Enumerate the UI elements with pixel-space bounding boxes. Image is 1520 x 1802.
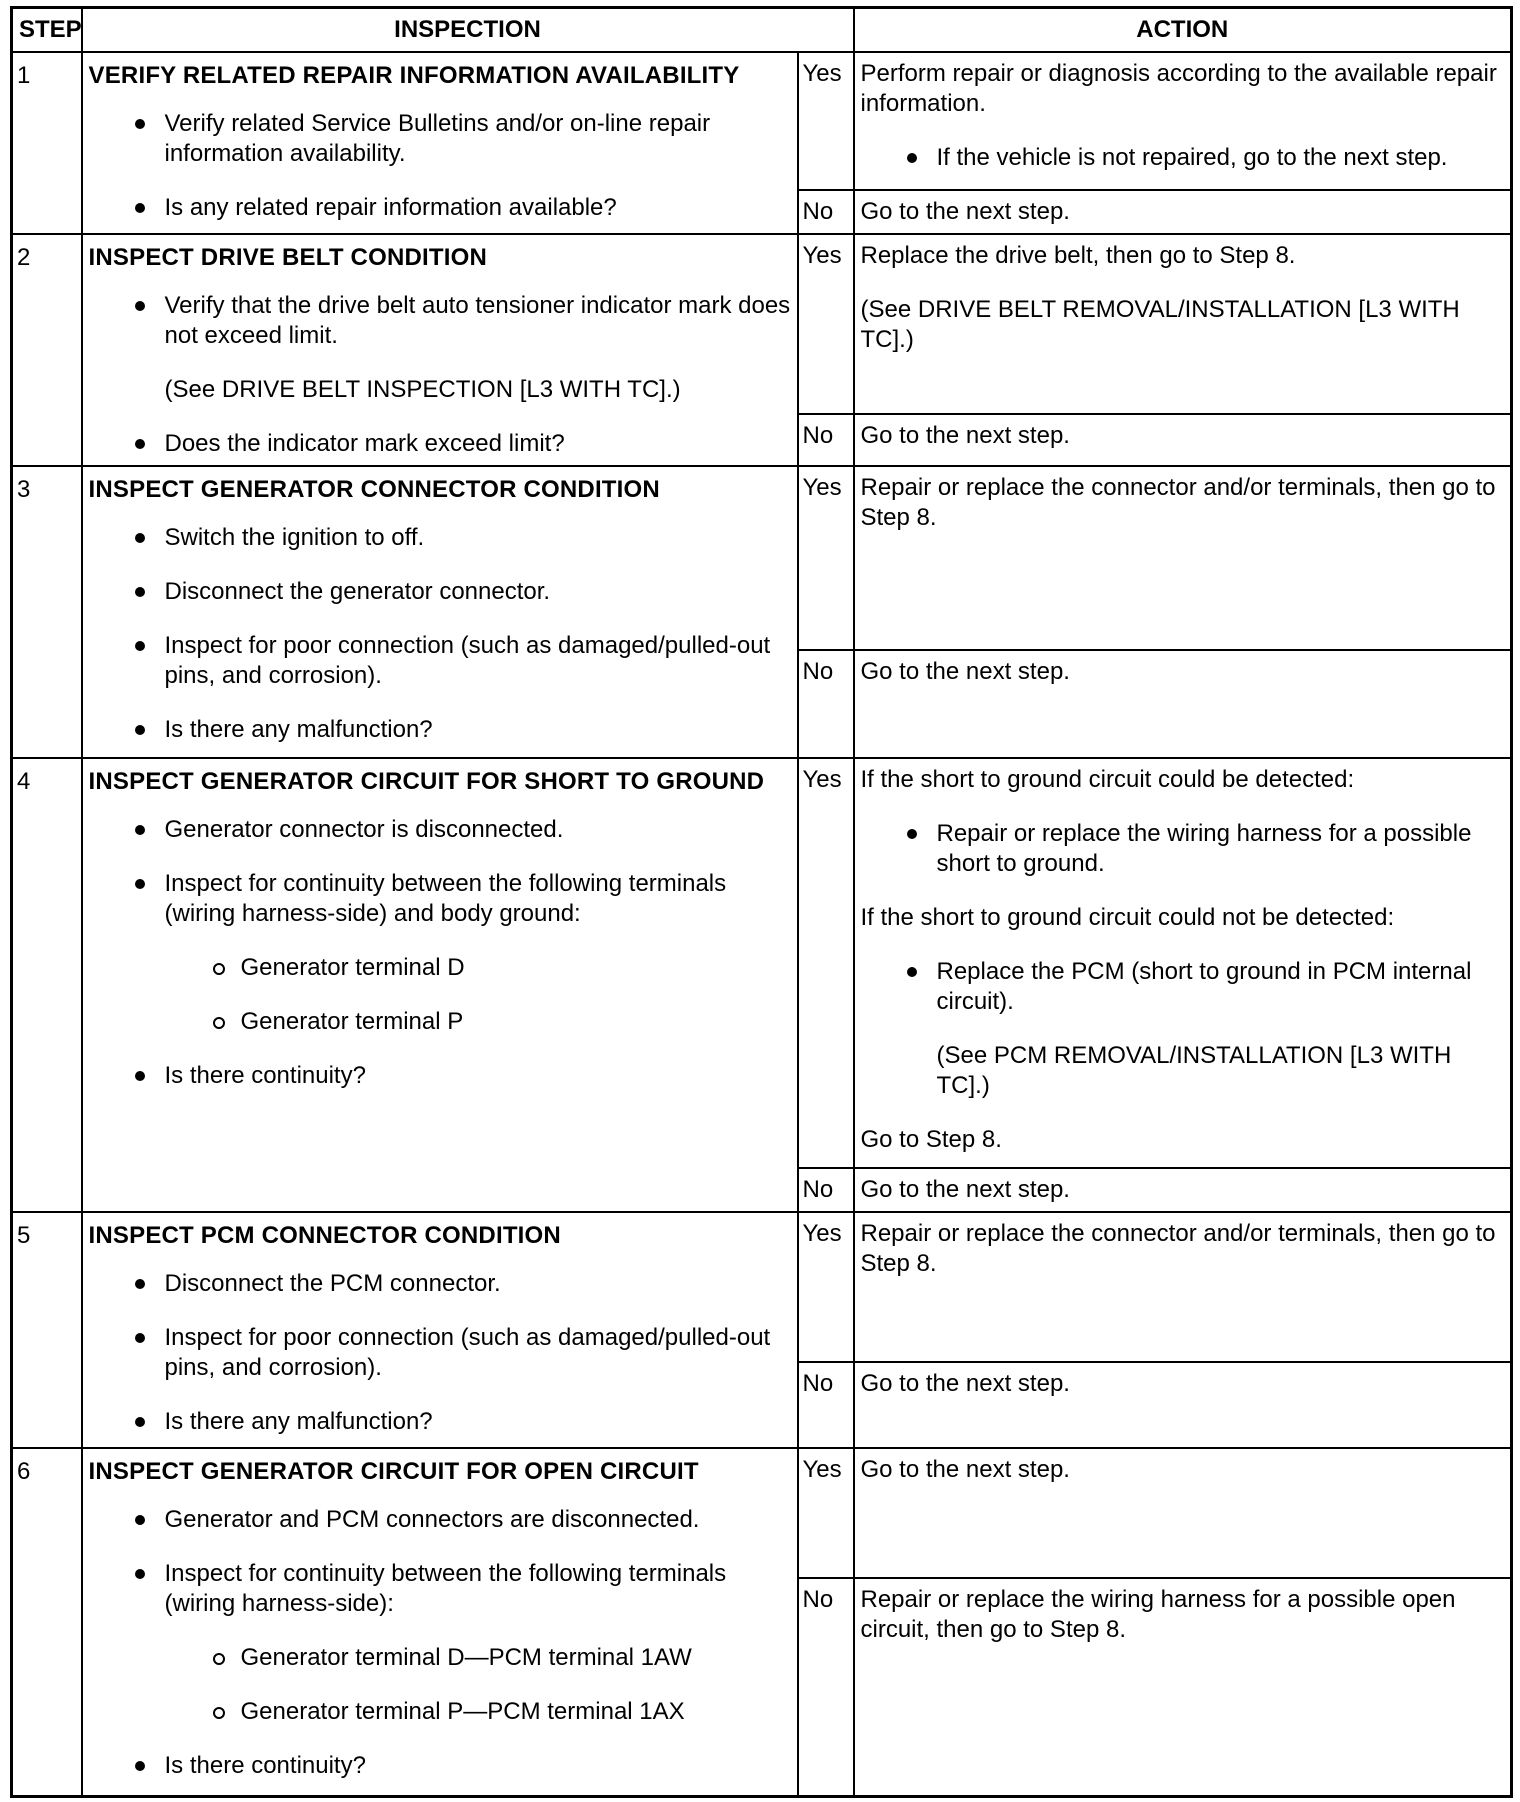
no-action: Go to the next step.: [854, 650, 1512, 758]
no-action: Go to the next step.: [854, 414, 1512, 466]
step-title: INSPECT PCM CONNECTOR CONDITION: [88, 1222, 561, 1250]
step-title: VERIFY RELATED REPAIR INFORMATION AVAILABILITY: [88, 62, 740, 89]
action-bullet: If the vehicle is not repaired, go to the next step.: [861, 143, 1505, 173]
action-text: If the short to ground circuit could be detected:: [860, 766, 1355, 794]
action-text: If the short to ground circuit could not be detected:: [860, 904, 1395, 932]
yes-action: Repair or replace the connector and/or terminals, then go to Step 8.: [854, 466, 1512, 650]
step-6-row: [12, 1448, 1512, 1578]
inspection-bullet: Generator and PCM connectors are disconnected.: [89, 1505, 791, 1535]
step-inspection: [82, 1212, 798, 1448]
inspection-bullet: Disconnect the generator connector.: [89, 577, 791, 607]
step-number: 6: [12, 1448, 82, 1796]
action-reference: (See DRIVE BELT REMOVAL/INSTALLATION [L3 WITH TC].): [860, 296, 1460, 354]
step-inspection: [82, 758, 798, 1212]
inspection-bullet: Inspect for continuity between the following terminals (wiring harness-side) and body ground:: [89, 869, 791, 929]
inspection-bullet: Verify that the drive belt auto tensioner indicator mark does not exceed limit.: [89, 291, 791, 351]
step-title: INSPECT GENERATOR CONNECTOR CONDITION: [88, 476, 660, 504]
inspection-bullet: Does the indicator mark exceed limit?: [89, 429, 791, 459]
inspection-reference: (See DRIVE BELT INSPECTION [L3 WITH TC].): [164, 376, 681, 404]
inspection-bullet: Inspect for continuity between the following terminals (wiring harness-side):: [89, 1559, 791, 1619]
header-row: [12, 8, 1512, 53]
inspection-bullet: Disconnect the PCM connector.: [89, 1269, 791, 1299]
step-number: 5: [12, 1212, 82, 1448]
inspection-bullet: Is there continuity?: [89, 1061, 791, 1091]
yes-action: Repair or replace the connector and/or terminals, then go to Step 8.: [854, 1212, 1512, 1362]
inspection-bullet: Generator connector is disconnected.: [89, 815, 791, 845]
step-inspection: [82, 234, 798, 466]
yes-label: Yes: [798, 466, 854, 650]
action-bullet: Repair or replace the wiring harness for a possible short to ground.: [861, 819, 1505, 879]
inspection-subitem: Generator terminal D: [89, 953, 791, 983]
inspection-subitem: Generator terminal D—PCM terminal 1AW: [89, 1643, 791, 1673]
yes-label: Yes: [798, 758, 854, 1168]
step-inspection: [82, 1448, 798, 1796]
no-label: No: [798, 650, 854, 758]
step-title: INSPECT DRIVE BELT CONDITION: [88, 244, 488, 272]
inspection-subitem: Generator terminal P—PCM terminal 1AX: [89, 1697, 791, 1727]
yes-action: [854, 52, 1512, 190]
inspection-bullet: Inspect for poor connection (such as damaged/pulled-out pins, and corrosion).: [89, 631, 791, 691]
header-action: ACTION: [854, 8, 1512, 53]
inspection-bullet: Inspect for poor connection (such as damaged/pulled-out pins, and corrosion).: [89, 1323, 791, 1383]
inspection-bullet: Is there any malfunction?: [89, 715, 791, 745]
action-text: Perform repair or diagnosis according to the available repair information.: [860, 60, 1497, 117]
no-label: No: [798, 414, 854, 466]
inspection-bullet: Is there continuity?: [89, 1751, 791, 1781]
diagnostic-table: [10, 6, 1513, 1798]
inspection-bullet: Is there any malfunction?: [89, 1407, 791, 1437]
yes-label: Yes: [798, 1212, 854, 1362]
action-bullet: Replace the PCM (short to ground in PCM internal circuit).: [861, 957, 1505, 1017]
step-inspection: [82, 52, 798, 234]
no-label: No: [798, 1578, 854, 1796]
no-label: No: [798, 190, 854, 234]
header-step: STEP: [12, 8, 82, 53]
step-number: 3: [12, 466, 82, 758]
yes-action: Go to the next step.: [854, 1448, 1512, 1578]
action-text: Go to Step 8.: [860, 1126, 1002, 1154]
step-number: 2: [12, 234, 82, 466]
inspection-bullet: Switch the ignition to off.: [89, 523, 791, 553]
step-2-row: [12, 234, 1512, 414]
step-title: INSPECT GENERATOR CIRCUIT FOR SHORT TO GROUND: [88, 768, 765, 796]
step-number: 1: [12, 52, 82, 234]
inspection-bullet: Verify related Service Bulletins and/or on-line repair information availability.: [89, 109, 791, 169]
step-title: INSPECT GENERATOR CIRCUIT FOR OPEN CIRCUIT: [88, 1458, 699, 1486]
yes-label: Yes: [798, 1448, 854, 1578]
yes-action: [854, 758, 1512, 1168]
action-reference: (See PCM REMOVAL/INSTALLATION [L3 WITH TC].): [936, 1042, 1452, 1100]
step-number: 4: [12, 758, 82, 1212]
header-inspection: INSPECTION: [82, 8, 854, 53]
yes-action: [854, 234, 1512, 414]
inspection-subitem: Generator terminal P: [89, 1007, 791, 1037]
no-action: Go to the next step.: [854, 1362, 1512, 1448]
yes-label: Yes: [798, 52, 854, 190]
step-1-row: [12, 52, 1512, 190]
step-inspection: [82, 466, 798, 758]
step-3-row: [12, 466, 1512, 650]
no-action: Go to the next step.: [854, 190, 1512, 234]
no-label: No: [798, 1362, 854, 1448]
no-action: Go to the next step.: [854, 1168, 1512, 1212]
yes-label: Yes: [798, 234, 854, 414]
step-5-row: [12, 1212, 1512, 1362]
step-4-row: [12, 758, 1512, 1168]
action-text: Replace the drive belt, then go to Step 8.: [860, 242, 1296, 270]
no-label: No: [798, 1168, 854, 1212]
inspection-bullet: Is any related repair information available?: [89, 193, 791, 223]
no-action: Repair or replace the wiring harness for a possible open circuit, then go to Step 8.: [854, 1578, 1512, 1796]
